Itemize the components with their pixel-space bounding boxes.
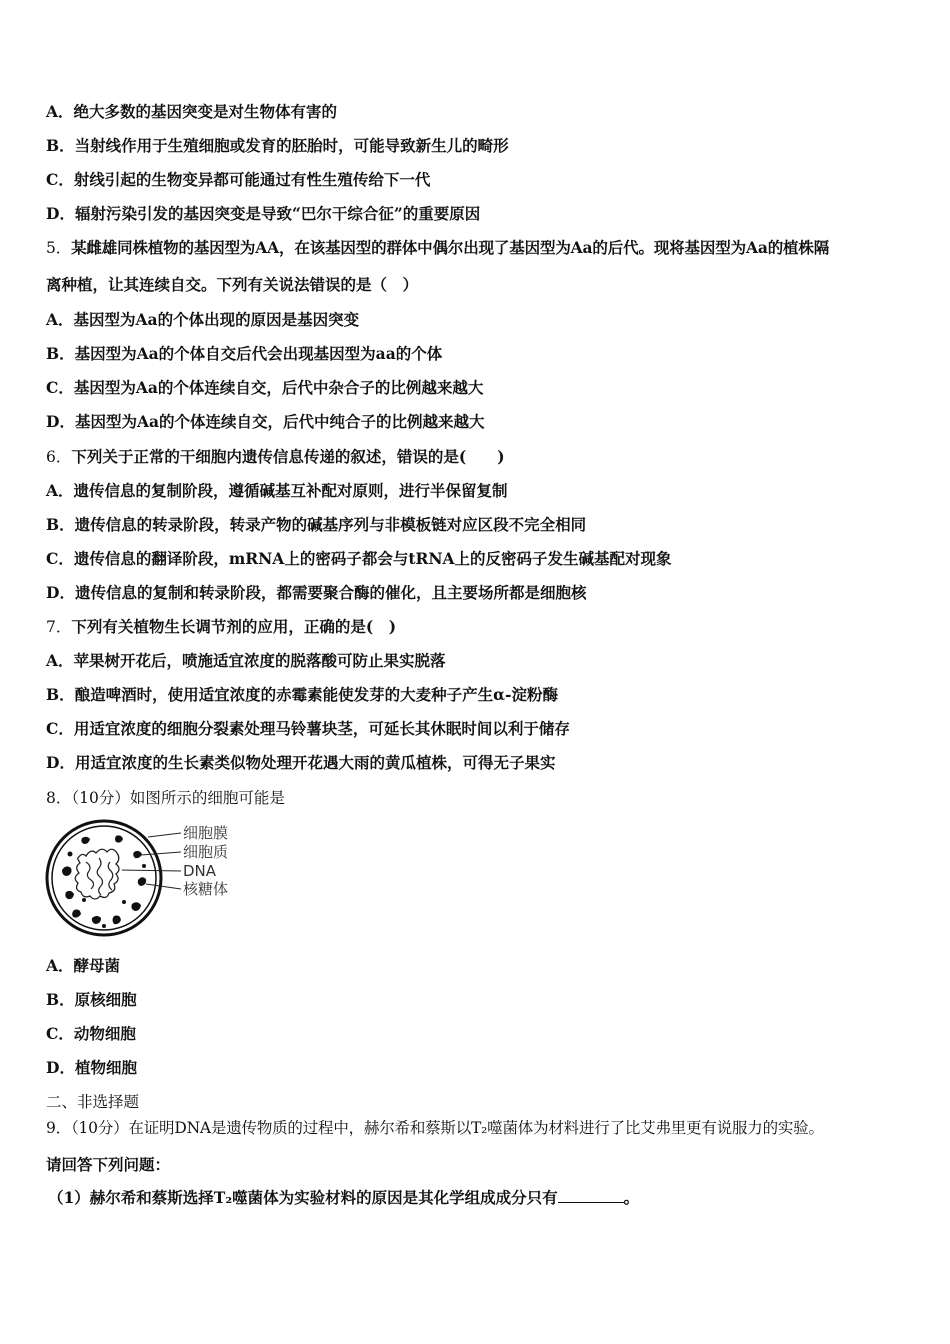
q7-option-d xyxy=(46,753,555,773)
option-letter: B． xyxy=(46,344,75,363)
q4-option-a xyxy=(46,102,337,122)
ribosome-dot xyxy=(122,900,126,904)
ribosome-dot xyxy=(82,898,86,902)
label-dna: DNA xyxy=(183,862,217,880)
q6-option-b xyxy=(46,515,586,535)
q7-option-b xyxy=(46,685,558,705)
question-number: 7． xyxy=(46,618,72,636)
q5-stem-line2 xyxy=(46,275,418,295)
question-number: 9． xyxy=(46,1119,71,1137)
option-text: 基因型为Aa的个体连续自交，后代中纯合子的比例越来越大 xyxy=(74,412,485,431)
option-letter: B． xyxy=(46,515,75,534)
ribosome-dot xyxy=(68,852,73,857)
q6-stem xyxy=(46,447,505,467)
q6-option-d xyxy=(46,583,586,603)
option-text: 当射线作用于生殖细胞或发育的胚胎时，可能导致新生儿的畸形 xyxy=(74,136,509,155)
q5-option-a xyxy=(46,310,359,330)
option-letter: C． xyxy=(46,719,74,738)
q5-option-b xyxy=(46,344,442,364)
option-text: 遗传信息的复制和转录阶段，都需要聚合酶的催化，且主要场所都是细胞核 xyxy=(74,583,587,602)
question-stem: （10分）在证明DNA是遗传物质的过程中，赫尔希和蔡斯以T₂噬菌体为材料进行了比艾弗里更有说服力的实验。 xyxy=(70,1119,824,1137)
section-title: 二、非选择题 xyxy=(46,1093,140,1111)
option-letter: D． xyxy=(46,753,75,772)
q5-stem-line1 xyxy=(46,238,829,258)
option-text: 辐射污染引发的基因突变是导致“巴尔干综合征”的重要原因 xyxy=(74,204,481,223)
question-number: 8． xyxy=(46,789,72,807)
option-letter: A． xyxy=(46,481,74,500)
question-stem: 下列有关植物生长调节剂的应用，正确的是( ) xyxy=(71,617,397,636)
question-stem: 下列关于正常的干细胞内遗传信息传递的叙述，错误的是( ) xyxy=(71,447,505,466)
option-letter: C． xyxy=(46,378,74,397)
label-cytoplasm: 细胞质 xyxy=(183,843,229,861)
q7-option-a xyxy=(46,651,446,671)
option-letter: D． xyxy=(46,1058,75,1077)
q4-option-b xyxy=(46,136,509,156)
q9-sub1 xyxy=(48,1188,639,1208)
option-text: 植物细胞 xyxy=(74,1058,137,1077)
cell-diagram-svg xyxy=(44,818,244,940)
option-text: 射线引起的生物变异都可能通过有性生殖传给下一代 xyxy=(73,170,431,189)
question-stem: （10分）如图所示的细胞可能是 xyxy=(71,789,285,807)
ribosome-dot xyxy=(102,924,106,928)
option-text: 酿造啤酒时，使用适宜浓度的赤霉素能使发芽的大麦种子产生α-淀粉酶 xyxy=(74,685,558,704)
option-text: 基因型为Aa的个体出现的原因是基因突变 xyxy=(73,310,360,329)
sub-question-end: 。 xyxy=(623,1188,640,1207)
q8-option-c xyxy=(46,1024,136,1044)
question-number: 5． xyxy=(46,239,72,257)
q5-option-c xyxy=(46,378,483,398)
option-text: 用适宜浓度的生长素类似物处理开花遇大雨的黄瓜植株，可得无子果实 xyxy=(74,753,556,772)
option-text: 动物细胞 xyxy=(73,1024,136,1043)
option-letter: D． xyxy=(46,204,75,223)
option-text: 基因型为Aa的个体连续自交，后代中杂合子的比例越来越大 xyxy=(73,378,484,397)
answer-blank[interactable] xyxy=(558,1188,624,1203)
option-text: 遗传信息的复制阶段，遵循碱基互补配对原则，进行半保留复制 xyxy=(73,481,508,500)
question-number: 6． xyxy=(46,448,72,466)
option-letter: D． xyxy=(46,412,75,431)
option-letter: A． xyxy=(46,102,74,121)
option-text: 用适宜浓度的细胞分裂素处理马铃薯块茎，可延长其休眠时间以利于储存 xyxy=(73,719,570,738)
q8-stem xyxy=(46,788,285,808)
option-text: 苹果树开花后，喷施适宜浓度的脱落酸可防止果实脱落 xyxy=(73,651,446,670)
option-letter: B． xyxy=(46,685,75,704)
option-text: 基因型为Aa的个体自交后代会出现基因型为aa的个体 xyxy=(74,344,443,363)
option-letter: A． xyxy=(46,651,74,670)
option-letter: A． xyxy=(46,956,74,975)
ribosome-dot xyxy=(142,864,146,868)
option-letter: B． xyxy=(46,990,75,1009)
q6-option-a xyxy=(46,481,508,501)
option-letter: C． xyxy=(46,170,74,189)
q8-option-a xyxy=(46,956,120,976)
q6-option-c xyxy=(46,549,672,569)
q4-option-d xyxy=(46,204,480,224)
option-letter: D． xyxy=(46,583,75,602)
q7-stem xyxy=(46,617,396,637)
q8-option-d xyxy=(46,1058,137,1078)
q5-option-d xyxy=(46,412,485,432)
option-text: 酵母菌 xyxy=(73,956,121,975)
label-cell-membrane: 细胞膜 xyxy=(183,824,229,842)
cell-diagram xyxy=(44,818,244,940)
option-letter: C． xyxy=(46,1024,74,1043)
option-text: 原核细胞 xyxy=(74,990,137,1009)
sub-question-text: （1）赫尔希和蔡斯选择T₂噬菌体为实验材料的原因是其化学组成成分只有 xyxy=(48,1188,558,1207)
option-text: 遗传信息的转录阶段，转录产物的碱基序列与非模板链对应区段不完全相同 xyxy=(74,515,587,534)
option-letter: C． xyxy=(46,549,74,568)
q7-option-c xyxy=(46,719,570,739)
option-letter: A． xyxy=(46,310,74,329)
question-stem-cont: 离种植，让其连续自交。下列有关说法错误的是（ ） xyxy=(46,275,419,294)
q8-option-b xyxy=(46,990,137,1010)
option-letter: B． xyxy=(46,136,75,155)
leader-line-membrane xyxy=(148,833,181,837)
question-stem: 某雌雄同株植物的基因型为AA，在该基因型的群体中偶尔出现了基因型为Aa的后代。现将基因型为Aa的植株隔 xyxy=(71,238,830,257)
q9-stem xyxy=(46,1118,824,1138)
q4-option-c xyxy=(46,170,430,190)
option-text: 遗传信息的翻译阶段，mRNA上的密码子都会与tRNA上的反密码子发生碱基配对现象 xyxy=(73,549,672,568)
option-text: 绝大多数的基因突变是对生物体有害的 xyxy=(73,102,338,121)
q9-prompt: 请回答下列问题： xyxy=(46,1155,171,1174)
label-ribosome: 核糖体 xyxy=(183,880,229,898)
